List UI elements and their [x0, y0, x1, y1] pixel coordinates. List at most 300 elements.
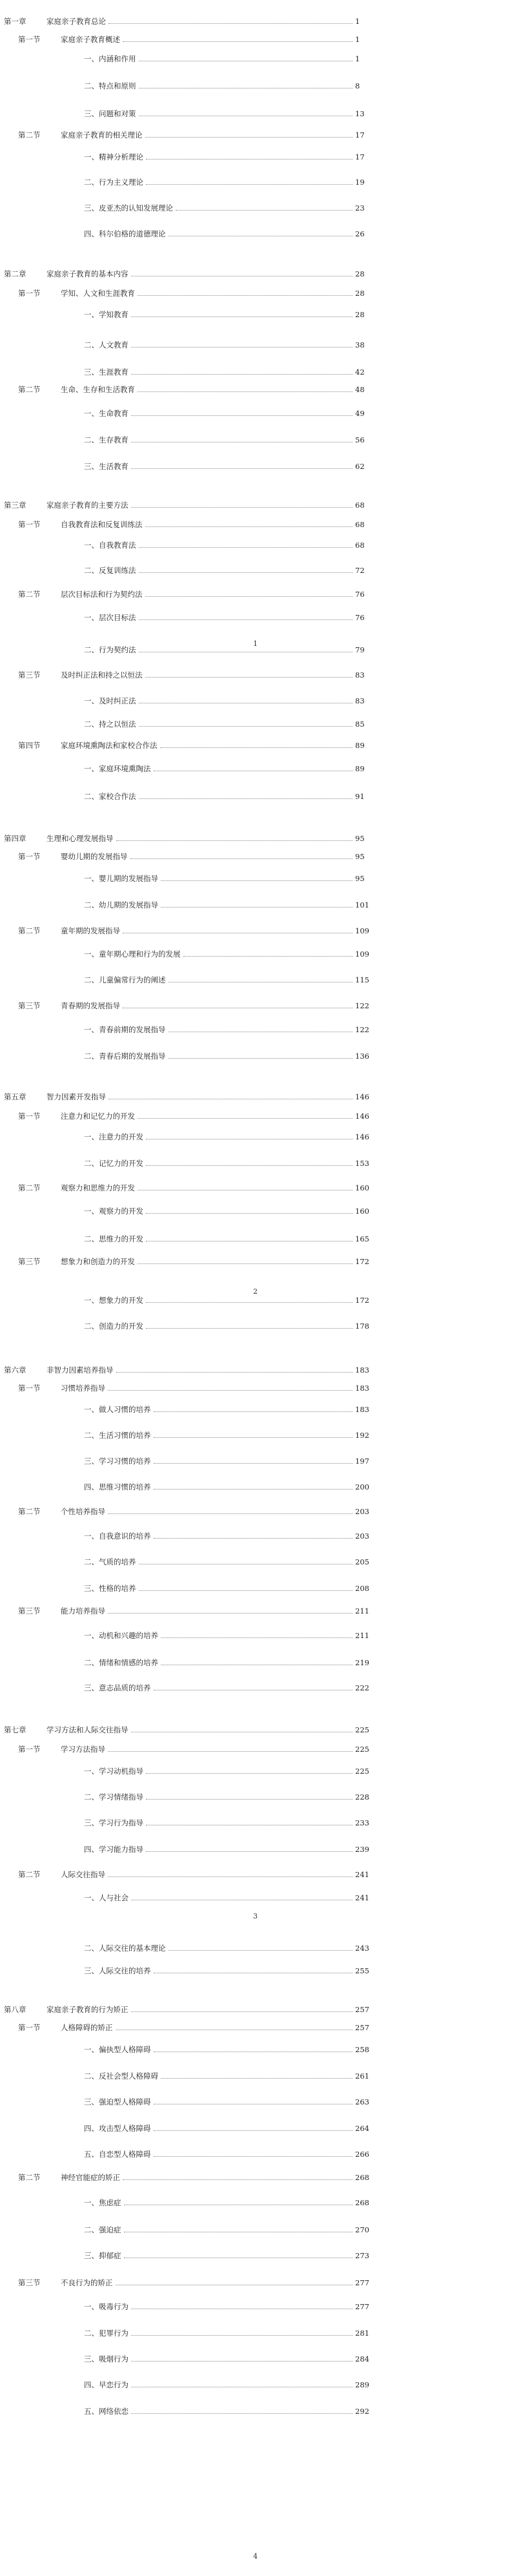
toc-entry[interactable]	[0, 1943, 512, 1953]
toc-entry-page: 264	[355, 2124, 369, 2133]
toc-entry[interactable]	[0, 1206, 512, 1216]
toc-entry-title: 一、注意力的开发	[84, 1132, 143, 1141]
toc-entry[interactable]	[0, 1531, 512, 1541]
toc-entry-page: 13	[355, 109, 365, 118]
toc-entry-page: 8	[355, 81, 360, 90]
toc-leader-dots	[130, 858, 353, 859]
toc-entry[interactable]	[0, 1869, 512, 1880]
page-number: 3	[253, 1912, 258, 1920]
toc-leader-dots	[138, 1263, 353, 1264]
toc-entry[interactable]	[0, 1966, 512, 1976]
toc-leader-dots	[138, 1118, 353, 1119]
toc-leader-dots	[138, 295, 353, 296]
toc-entry-page: 28	[355, 310, 365, 319]
toc-entry[interactable]	[0, 2097, 512, 2107]
toc-entry-title: 观察力和思维力的开发	[61, 1183, 135, 1192]
toc-entry-page: 146	[355, 1132, 369, 1141]
toc-entry-page: 68	[355, 520, 365, 529]
toc-entry[interactable]	[0, 152, 512, 162]
toc-entry-page: 197	[355, 1457, 369, 1466]
toc-entry[interactable]	[0, 367, 512, 377]
toc-entry[interactable]	[0, 2149, 512, 2159]
toc-entry[interactable]	[0, 696, 512, 706]
toc-entry-number: 第六章	[4, 1366, 26, 1375]
toc-entry-number: 第三节	[18, 670, 41, 680]
page-number: 1	[253, 639, 258, 648]
toc-leader-dots	[154, 1463, 353, 1464]
toc-entry[interactable]	[0, 2380, 512, 2390]
toc-entry[interactable]	[0, 269, 512, 279]
toc-entry-title: 人际交往指导	[61, 1870, 105, 1879]
toc-entry[interactable]	[0, 1256, 512, 1267]
toc-entry-title: 三、性格的培养	[84, 1584, 136, 1593]
toc-entry[interactable]	[0, 1321, 512, 1331]
toc-entry-title: 学习方法指导	[61, 1745, 105, 1754]
toc-entry-page: 178	[355, 1322, 369, 1331]
toc-entry-page: 38	[355, 340, 365, 349]
toc-entry-page: 89	[355, 741, 365, 750]
toc-entry-page: 17	[355, 152, 365, 161]
toc-entry-title: 二、思维力的开发	[84, 1234, 143, 1243]
toc-entry-page: 243	[355, 1944, 369, 1953]
toc-entry-title: 四、攻击型人格障碍	[84, 2124, 151, 2133]
toc-leader-dots	[123, 41, 353, 42]
toc-entry-page: 146	[355, 1092, 369, 1101]
toc-entry[interactable]	[0, 2225, 512, 2235]
toc-entry-page: 136	[355, 1052, 369, 1061]
toc-entry-page: 203	[355, 1532, 369, 1541]
toc-entry[interactable]	[0, 2172, 512, 2183]
toc-entry[interactable]	[0, 1766, 512, 1776]
toc-entry-page: 183	[355, 1405, 369, 1414]
toc-entry-page: 89	[355, 764, 365, 773]
toc-entry-number: 第二节	[18, 130, 41, 140]
toc-entry[interactable]	[0, 763, 512, 774]
toc-entry[interactable]	[0, 81, 512, 91]
toc-entry-page: 208	[355, 1584, 369, 1593]
toc-entry-page: 268	[355, 2173, 369, 2182]
toc-leader-dots	[123, 2179, 353, 2180]
toc-entry-title: 一、想象力的开发	[84, 1296, 143, 1305]
toc-entry[interactable]	[0, 565, 512, 576]
toc-entry[interactable]	[0, 975, 512, 985]
toc-entry[interactable]	[0, 1092, 512, 1102]
toc-entry-page: 183	[355, 1384, 369, 1393]
toc-entry-title: 三、学习行为指导	[84, 1818, 143, 1827]
toc-entry-title: 不良行为的矫正	[61, 2278, 113, 2287]
toc-entry-title: 婴幼儿期的发展指导	[61, 852, 128, 861]
toc-entry[interactable]	[0, 2022, 512, 2033]
toc-entry[interactable]	[0, 16, 512, 26]
toc-leader-dots	[154, 1489, 353, 1490]
toc-entry-number: 第一章	[4, 17, 26, 26]
toc-leader-dots	[139, 1590, 353, 1591]
toc-entry-title: 生命、生存和生活教育	[61, 385, 135, 394]
toc-entry-page: 241	[355, 1870, 369, 1879]
toc-entry[interactable]	[0, 1456, 512, 1466]
toc-entry[interactable]	[0, 1557, 512, 1567]
toc-entry[interactable]	[0, 408, 512, 419]
toc-entry-page: 257	[355, 2023, 369, 2032]
toc-entry-number: 第一节	[18, 1384, 41, 1393]
toc-entry-title: 二、特点和原则	[84, 81, 136, 90]
toc-entry-title: 一、观察力的开发	[84, 1207, 143, 1216]
toc-leader-dots	[169, 1058, 353, 1059]
toc-entry-number: 第三节	[18, 2278, 41, 2287]
toc-entry-page: 1	[355, 54, 360, 63]
toc-entry-number: 第四节	[18, 741, 41, 750]
toc-entry[interactable]	[0, 1365, 512, 1375]
toc-entry-page: 172	[355, 1257, 369, 1266]
toc-entry-page: 48	[355, 385, 365, 394]
toc-entry[interactable]	[0, 34, 512, 45]
toc-entry-page: 26	[355, 229, 365, 238]
toc-entry-page: 183	[355, 1366, 369, 1375]
toc-entry-title: 想象力和创造力的开发	[61, 1257, 135, 1266]
toc-entry-page: 49	[355, 409, 365, 418]
toc-leader-dots	[108, 1613, 353, 1614]
toc-leader-dots	[146, 1799, 353, 1800]
toc-leader-dots	[131, 468, 353, 469]
toc-entry[interactable]	[0, 2354, 512, 2364]
toc-leader-dots	[108, 23, 353, 24]
toc-entry-number: 第三节	[18, 1001, 41, 1010]
toc-entry-page: 219	[355, 1658, 369, 1667]
toc-entry[interactable]	[0, 1683, 512, 1693]
toc-entry-page: 228	[355, 1792, 369, 1802]
toc-entry[interactable]	[0, 1725, 512, 1735]
toc-leader-dots	[145, 677, 353, 678]
toc-entry-number: 第二节	[18, 1183, 41, 1192]
page-number: 2	[253, 1287, 258, 1296]
toc-entry[interactable]	[0, 1792, 512, 1802]
toc-entry[interactable]	[0, 1383, 512, 1393]
toc-entry[interactable]	[0, 384, 512, 395]
toc-entry-title: 童年期的发展指导	[61, 926, 120, 935]
page-number: 4	[253, 2552, 258, 2560]
toc-entry-title: 一、自我教育法	[84, 541, 136, 550]
toc-entry-page: 95	[355, 834, 365, 843]
toc-entry-number: 第三节	[18, 1257, 41, 1266]
toc-entry-page: 258	[355, 2045, 369, 2054]
toc-entry-page: 19	[355, 178, 365, 187]
toc-entry[interactable]	[0, 1111, 512, 1121]
toc-entry-number: 第四章	[4, 834, 26, 843]
toc-entry[interactable]	[0, 435, 512, 445]
toc-entry[interactable]	[0, 791, 512, 802]
toc-entry[interactable]	[0, 926, 512, 936]
toc-entry[interactable]	[0, 1583, 512, 1594]
toc-entry-number: 第七章	[4, 1725, 26, 1734]
toc-entry-title: 生理和心理发展指导	[46, 834, 114, 843]
toc-leader-dots	[176, 210, 353, 211]
toc-entry-title: 四、学习能力指导	[84, 1845, 143, 1854]
toc-entry-title: 人格障碍的矫正	[61, 2023, 113, 2032]
toc-leader-dots	[146, 1328, 353, 1329]
toc-entry-number: 第一节	[18, 520, 41, 529]
toc-entry-title: 二、反复训练法	[84, 566, 136, 575]
toc-leader-dots	[145, 526, 353, 527]
toc-entry[interactable]	[0, 1158, 512, 1169]
toc-entry-page: 292	[355, 2407, 369, 2416]
toc-entry-title: 三、皮亚杰的认知发展理论	[84, 203, 173, 213]
toc-entry[interactable]	[0, 833, 512, 844]
toc-leader-dots	[154, 1437, 353, 1438]
toc-entry[interactable]	[0, 203, 512, 213]
toc-entry-page: 95	[355, 874, 365, 883]
toc-leader-dots	[139, 726, 353, 727]
toc-entry-page: 261	[355, 2072, 369, 2081]
toc-entry-page: 225	[355, 1745, 369, 1754]
toc-entry-number: 第一节	[18, 1745, 41, 1754]
toc-leader-dots	[161, 880, 353, 881]
toc-entry-page: 281	[355, 2329, 369, 2338]
toc-entry[interactable]	[0, 873, 512, 884]
toc-entry[interactable]	[0, 1606, 512, 1616]
toc-entry[interactable]	[0, 1893, 512, 1903]
toc-entry-title: 家庭亲子教育的基本内容	[46, 269, 128, 278]
toc-entry[interactable]	[0, 949, 512, 959]
toc-entry-page: 284	[355, 2354, 369, 2363]
toc-leader-dots	[131, 2413, 353, 2414]
toc-entry-title: 二、反社会型人格障碍	[84, 2072, 158, 2081]
toc-leader-dots	[139, 619, 353, 620]
toc-leader-dots	[108, 1513, 353, 1514]
toc-entry-page: 91	[355, 792, 365, 801]
toc-entry[interactable]	[0, 2278, 512, 2288]
toc-entry[interactable]	[0, 851, 512, 862]
toc-entry-page: 83	[355, 670, 365, 680]
toc-entry[interactable]	[0, 288, 512, 298]
toc-entry[interactable]	[0, 2004, 512, 2015]
toc-entry-title: 非智力因素培养指导	[46, 1366, 114, 1375]
toc-entry-title: 一、层次目标法	[84, 613, 136, 622]
toc-entry-title: 一、青春前期的发展指导	[84, 1025, 166, 1034]
toc-entry-title: 三、生活教育	[84, 462, 128, 471]
toc-entry-title: 一、婴儿期的发展指导	[84, 874, 158, 883]
toc-entry-title: 二、持之以恒法	[84, 720, 136, 729]
toc-entry[interactable]	[0, 54, 512, 64]
toc-entry[interactable]	[0, 670, 512, 680]
toc-entry[interactable]	[0, 1024, 512, 1035]
toc-entry[interactable]	[0, 1657, 512, 1668]
toc-entry-title: 二、青春后期的发展指导	[84, 1052, 166, 1061]
toc-entry[interactable]	[0, 229, 512, 239]
toc-leader-dots	[131, 415, 353, 416]
toc-entry-page: 109	[355, 950, 369, 959]
toc-entry-number: 第二章	[4, 269, 26, 278]
toc-entry[interactable]	[0, 1051, 512, 1061]
toc-entry-title: 个性培养指导	[61, 1507, 105, 1516]
toc-leader-dots	[161, 1637, 353, 1638]
toc-entry-page: 200	[355, 1482, 369, 1491]
toc-entry[interactable]	[0, 2071, 512, 2081]
toc-entry-page: 165	[355, 1234, 369, 1243]
toc-entry-page: 192	[355, 1431, 369, 1440]
toc-entry[interactable]	[0, 1744, 512, 1754]
toc-entry[interactable]	[0, 1430, 512, 1440]
toc-entry-title: 家庭环境熏陶法和家校合作法	[61, 741, 158, 750]
toc-entry-page: 172	[355, 1296, 369, 1305]
toc-entry[interactable]	[0, 177, 512, 187]
toc-entry-page: 115	[355, 975, 369, 984]
toc-entry-title: 一、内涵和作用	[84, 54, 136, 63]
toc-entry-title: 一、生命教育	[84, 409, 128, 418]
toc-entry[interactable]	[0, 612, 512, 623]
toc-entry[interactable]	[0, 519, 512, 530]
toc-entry[interactable]	[0, 340, 512, 350]
toc-entry[interactable]	[0, 2197, 512, 2208]
toc-entry[interactable]	[0, 1295, 512, 1305]
toc-entry[interactable]	[0, 461, 512, 472]
toc-entry[interactable]	[0, 1630, 512, 1641]
toc-entry-title: 神经官能症的矫正	[61, 2173, 120, 2182]
toc-leader-dots	[131, 347, 353, 348]
toc-entry-page: 83	[355, 696, 365, 705]
toc-entry-title: 二、生活习惯的培养	[84, 1431, 151, 1440]
toc-entry-title: 智力因素开发指导	[46, 1092, 106, 1101]
toc-leader-dots	[138, 391, 353, 392]
toc-entry[interactable]	[0, 1132, 512, 1142]
toc-entry-title: 家庭亲子教育总论	[46, 17, 106, 26]
toc-leader-dots	[146, 1773, 353, 1774]
toc-leader-dots	[154, 1538, 353, 1539]
toc-leader-dots	[183, 956, 353, 957]
toc-leader-dots	[146, 1165, 353, 1166]
toc-entry[interactable]	[0, 1844, 512, 1854]
toc-entry[interactable]	[0, 2123, 512, 2134]
toc-entry-title: 一、自我意识的培养	[84, 1532, 151, 1541]
toc-entry-title: 学知、人文和生涯教育	[61, 289, 135, 298]
toc-entry[interactable]	[0, 2406, 512, 2416]
toc-entry-title: 二、人际交往的基本理论	[84, 1944, 166, 1953]
toc-entry-title: 一、焦虑症	[84, 2198, 121, 2207]
toc-entry[interactable]	[0, 1404, 512, 1415]
toc-entry[interactable]	[0, 1506, 512, 1517]
toc-entry[interactable]	[0, 2301, 512, 2312]
toc-entry[interactable]	[0, 2044, 512, 2055]
toc-entry-number: 第二节	[18, 1507, 41, 1516]
toc-entry[interactable]	[0, 2328, 512, 2338]
toc-entry[interactable]	[0, 2250, 512, 2261]
toc-entry-page: 225	[355, 1725, 369, 1734]
toc-entry-title: 青春期的发展指导	[61, 1001, 120, 1010]
toc-entry-title: 三、吸烟行为	[84, 2354, 128, 2363]
toc-leader-dots	[160, 747, 353, 748]
toc-entry-page: 68	[355, 541, 365, 550]
toc-entry[interactable]	[0, 900, 512, 910]
toc-entry-number: 第五章	[4, 1092, 26, 1101]
toc-entry-page: 277	[355, 2302, 369, 2311]
toc-entry[interactable]	[0, 309, 512, 320]
toc-entry-page: 255	[355, 1966, 369, 1975]
toc-leader-dots	[146, 1302, 353, 1303]
toc-entry[interactable]	[0, 1001, 512, 1011]
toc-entry-page: 146	[355, 1112, 369, 1121]
toc-entry-page: 203	[355, 1507, 369, 1516]
toc-entry-title: 四、思维习惯的培养	[84, 1482, 151, 1491]
toc-entry-title: 一、家庭环境熏陶法	[84, 764, 151, 773]
toc-leader-dots	[154, 2051, 353, 2052]
toc-leader-dots	[108, 1876, 353, 1877]
toc-entry-page: 268	[355, 2198, 369, 2207]
toc-entry-title: 家庭亲子教育的相关理论	[61, 130, 143, 140]
toc-entry-title: 一、人与社会	[84, 1893, 128, 1902]
toc-entry-number: 第二节	[18, 1870, 41, 1879]
toc-entry-page: 109	[355, 926, 369, 935]
toc-entry[interactable]	[0, 589, 512, 599]
toc-entry-title: 自我教育法和反复训练法	[61, 520, 143, 529]
toc-entry-number: 第一节	[18, 852, 41, 861]
toc-entry-title: 一、学习动机指导	[84, 1767, 143, 1776]
toc-entry[interactable]	[0, 1234, 512, 1244]
toc-leader-dots	[154, 1411, 353, 1412]
toc-entry-title: 习惯培养指导	[61, 1384, 105, 1393]
toc-entry-title: 三、问题和对策	[84, 109, 136, 118]
toc-entry-title: 二、气质的培养	[84, 1557, 136, 1566]
toc-entry[interactable]	[0, 1482, 512, 1492]
toc-entry-title: 学习方法和人际交往指导	[46, 1725, 128, 1734]
toc-entry-page: 239	[355, 1845, 369, 1854]
toc-entry[interactable]	[0, 500, 512, 510]
toc-entry-page: 270	[355, 2225, 369, 2234]
toc-entry-number: 第一节	[18, 35, 41, 44]
toc-entry[interactable]	[0, 109, 512, 119]
toc-entry-page: 17	[355, 130, 365, 140]
toc-entry-title: 二、行为契约法	[84, 645, 136, 654]
toc-entry-title: 二、学习情绪指导	[84, 1792, 143, 1802]
toc-entry[interactable]	[0, 130, 512, 140]
toc-entry-number: 第一节	[18, 2023, 41, 2032]
toc-entry-page: 85	[355, 720, 365, 729]
toc-entry-title: 三、生涯教育	[84, 368, 128, 377]
toc-entry-title: 二、人文教育	[84, 340, 128, 349]
toc-leader-dots	[146, 1213, 353, 1214]
toc-leader-dots	[131, 374, 353, 375]
toc-entry-title: 四、早恋行为	[84, 2380, 128, 2389]
toc-leader-dots	[169, 1950, 353, 1951]
toc-entry-title: 三、抑郁症	[84, 2251, 121, 2260]
toc-entry-page: 76	[355, 613, 365, 622]
toc-entry[interactable]	[0, 719, 512, 729]
toc-entry-title: 二、家校合作法	[84, 792, 136, 801]
toc-entry-number: 第一节	[18, 1112, 41, 1121]
toc-leader-dots	[139, 798, 353, 799]
toc-entry-page: 153	[355, 1159, 369, 1168]
toc-entry-title: 家庭亲子教育概述	[61, 35, 120, 44]
toc-entry-page: 277	[355, 2278, 369, 2287]
toc-leader-dots	[108, 1390, 353, 1391]
toc-entry-page: 101	[355, 900, 369, 909]
toc-entry-title: 一、学知教育	[84, 310, 128, 319]
toc-entry-page: 205	[355, 1557, 369, 1566]
toc-entry[interactable]	[0, 1818, 512, 1828]
toc-entry-number: 第八章	[4, 2005, 26, 2014]
toc-leader-dots	[154, 2130, 353, 2131]
toc-entry[interactable]	[0, 1183, 512, 1193]
toc-leader-dots	[145, 596, 353, 597]
toc-entry[interactable]	[0, 740, 512, 751]
toc-entry-page: 95	[355, 852, 365, 861]
toc-entry[interactable]	[0, 540, 512, 550]
toc-entry-title: 二、犯罪行为	[84, 2329, 128, 2338]
toc-entry-page: 289	[355, 2380, 369, 2389]
toc-entry-page: 42	[355, 368, 365, 377]
toc-entry-page: 211	[355, 1631, 369, 1640]
toc-entry-page: 62	[355, 462, 365, 471]
toc-entry-title: 二、情绪和情感的培养	[84, 1658, 158, 1667]
toc-entry-title: 一、做人习惯的培养	[84, 1405, 151, 1414]
